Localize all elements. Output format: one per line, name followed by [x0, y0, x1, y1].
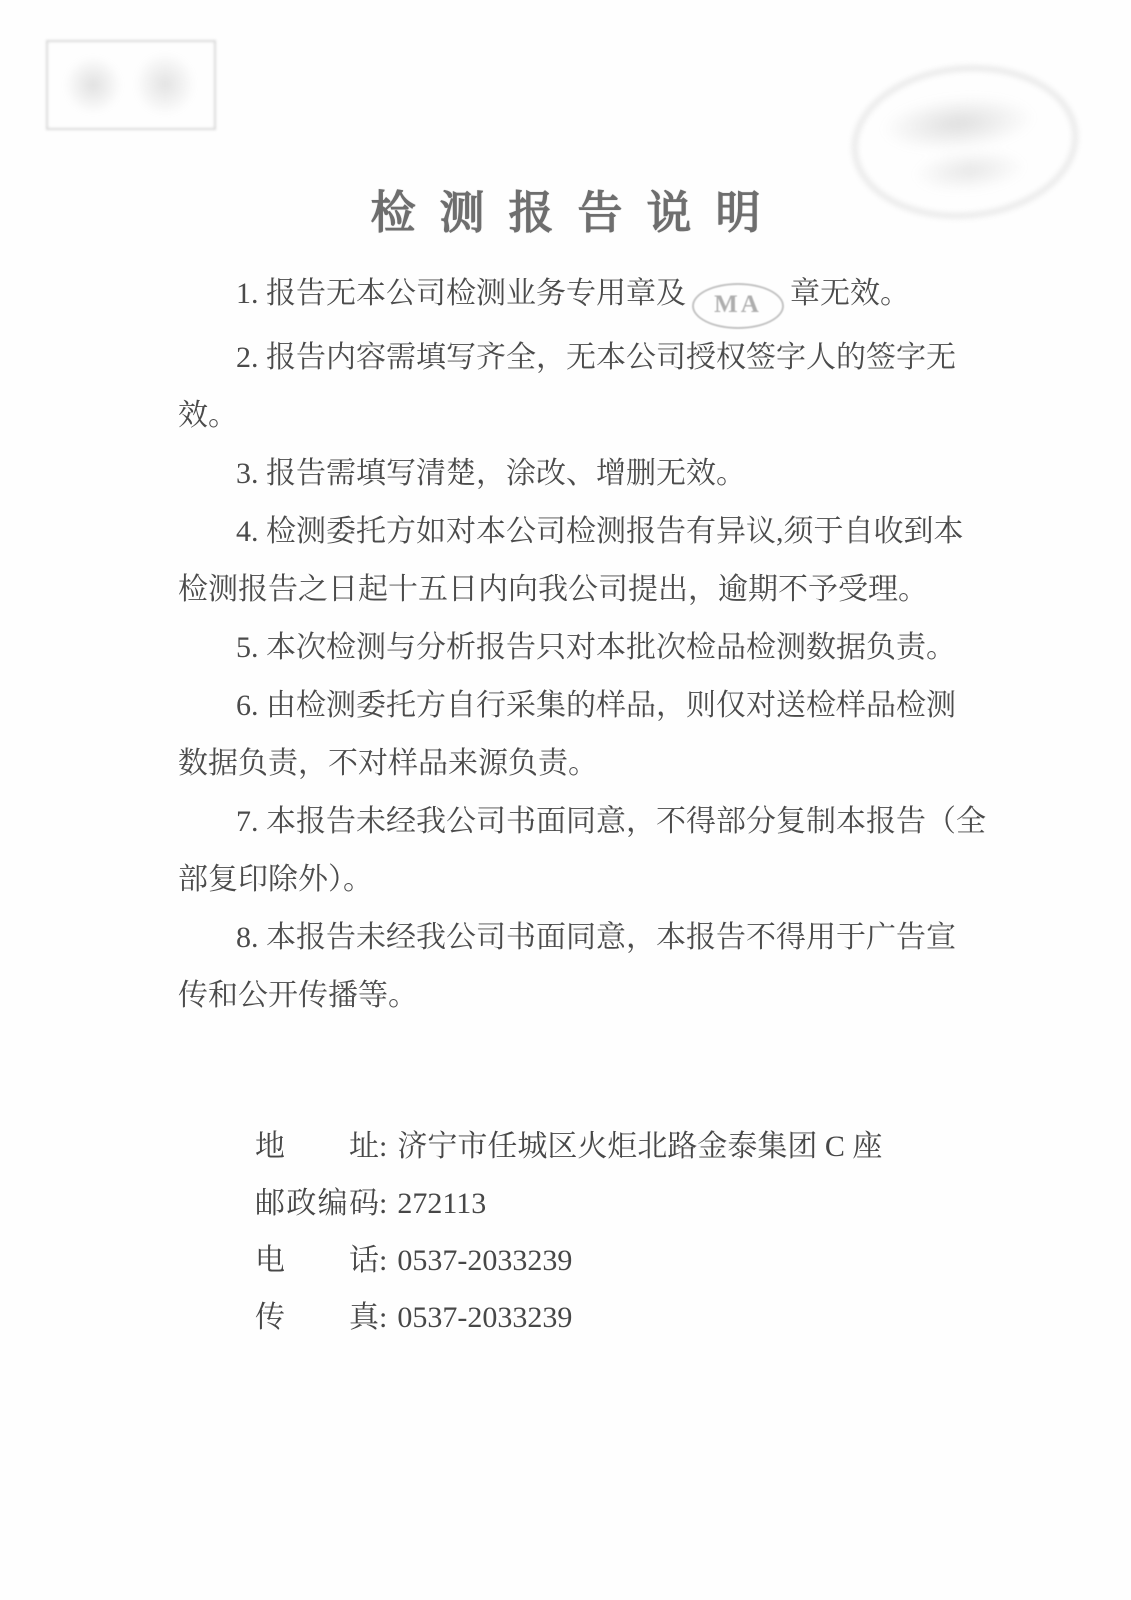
note-2-line-2: 效。 [178, 399, 238, 432]
note-7-line-2: 部复印除外）。 [178, 863, 373, 896]
note-7-line-1: 7. 本报告未经我公司书面同意，不得部分复制本报告（全 [236, 805, 986, 838]
fax-label: 传真 [255, 1301, 379, 1334]
contact-postal-row [255, 1175, 882, 1232]
contact-phone-row [255, 1232, 882, 1289]
note-4-line-1: 4. 检测委托方如对本公司检测报告有异议,须于自收到本 [236, 515, 964, 548]
stamp-smudge [64, 56, 122, 114]
notes-list [178, 265, 986, 1025]
note-1-line-1 [178, 265, 970, 329]
address-label: 地址 [255, 1130, 379, 1163]
contact-block [255, 1118, 882, 1346]
note-8-line-1: 8. 本报告未经我公司书面同意，本报告不得用于广告宣 [236, 921, 956, 954]
cma-stamp-icon: MA [692, 283, 784, 329]
stamp-smudge [134, 52, 196, 116]
note-5-line-1: 5. 本次检测与分析报告只对本批次检品检测数据负责。 [236, 631, 956, 664]
contact-address-row [255, 1118, 882, 1175]
note-3-line-1: 3. 报告需填写清楚，涂改、增删无效。 [236, 457, 746, 490]
fax-value: 0537-2033239 [397, 1301, 573, 1334]
note-6-line-2: 数据负责，不对样品来源负责。 [178, 747, 598, 780]
note-8-line-2: 传和公开传播等。 [178, 979, 418, 1012]
page-title: 检测报告说明 [370, 188, 785, 238]
note-4-line-2: 检测报告之日起十五日内向我公司提出，逾期不予受理。 [178, 573, 928, 606]
contact-fax-row [255, 1289, 882, 1346]
note-2-line-1: 2. 报告内容需填写齐全，无本公司授权签字人的签字无 [236, 341, 956, 374]
note-1-suffix: 章无效。 [790, 277, 910, 310]
note-6-line-1: 6. 由检测委托方自行采集的样品，则仅对送检样品检测 [236, 689, 956, 722]
postal-colon: : [379, 1187, 388, 1220]
address-value: 济宁市任城区火炬北路金泰集团 C 座 [397, 1130, 883, 1163]
postal-value: 272113 [397, 1187, 487, 1220]
phone-value: 0537-2033239 [397, 1244, 573, 1277]
note-1-prefix: 1. 报告无本公司检测业务专用章及 [236, 277, 686, 310]
phone-label: 电话 [255, 1244, 379, 1277]
address-colon: : [379, 1130, 388, 1163]
faint-rect-stamp-icon [46, 40, 216, 130]
postal-label: 邮政编码 [255, 1187, 379, 1220]
fax-colon: : [379, 1301, 388, 1334]
phone-colon: : [379, 1244, 388, 1277]
